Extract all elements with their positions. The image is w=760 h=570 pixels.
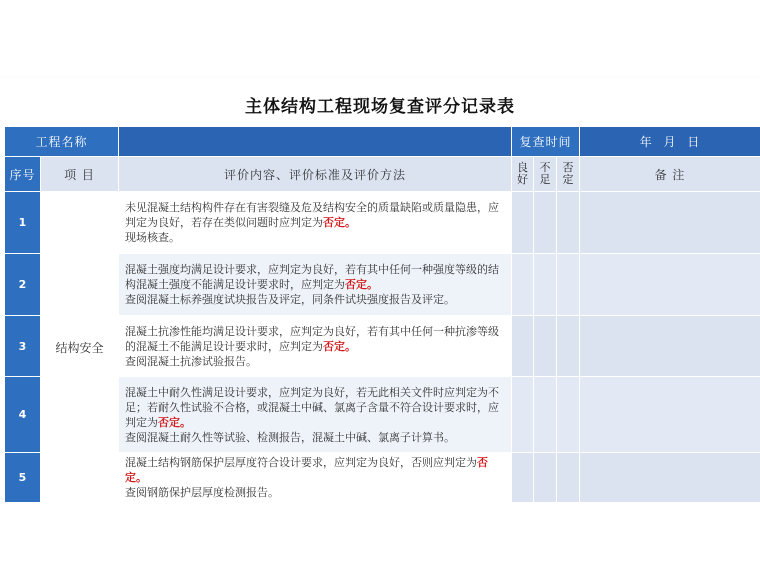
content-text: 查阅混凝土抗渗试验报告。 [125,354,258,368]
content-text: 现场核查。 [125,231,181,244]
col-negative: 否 定 [557,157,580,192]
score-negative[interactable] [557,453,580,503]
col-remarks: 备 注 [580,157,760,192]
row-seq: 4 [5,377,41,453]
row-seq: 1 [5,192,41,254]
col-content: 评价内容、评价标准及评价方法 [119,157,512,192]
project-name-label: 工程名称 [5,127,119,157]
row-remarks[interactable] [580,192,760,254]
negative-verdict: 否定。 [158,415,192,429]
content-text: 查阅混凝土耐久性等试验、检测报告，混凝土中碱、氯离子计算书。 [125,430,456,444]
col-item: 项 目 [41,157,119,192]
row-seq: 5 [5,453,41,503]
row-seq: 2 [5,254,41,316]
score-negative[interactable] [557,192,580,254]
row-seq: 3 [5,316,41,377]
col-seq: 序号 [5,157,41,192]
row-category: 结构安全 [41,192,119,503]
score-good[interactable] [512,192,534,254]
negative-verdict: 否定。 [323,339,357,353]
col-good: 良 好 [512,157,534,192]
content-text: 查阅钢筋保护层厚度检测报告。 [125,486,280,499]
content-text: 未见混凝土结构构件存在有害裂缝及危及结构安全的质量缺陷或质量隐患，应判定为良好，若存在类似问题时应判定为 [125,201,500,229]
score-insufficient[interactable] [534,453,557,503]
project-name-value[interactable] [119,127,512,157]
content-text: 混凝土结构钢筋保护层厚度符合设计要求，应判定为良好，否则应判定为 [125,456,478,469]
score-insufficient[interactable] [534,192,557,254]
negative-verdict: 否定。 [323,216,357,229]
content-text: 混凝土中耐久性满足设计要求，应判定为良好，若无此相关文件时应判定为不足；若耐久性试验不合格，或混凝土中碱、氯离子含量不符合设计要求时，应判定为 [125,385,500,429]
page-title: 主体结构工程现场复查评分记录表 [245,97,515,117]
col-insufficient: 不 足 [534,157,557,192]
score-good[interactable] [512,453,534,503]
negative-verdict: 否定。 [345,278,379,291]
negative-verdict: 否定。 [125,456,489,484]
content-text: 查阅混凝土标养强度试块报告及评定，同条件试块强度报告及评定。 [125,293,456,306]
row-remarks[interactable] [580,453,760,503]
row-remarks[interactable] [580,377,760,453]
content-text: 混凝土强度均满足设计要求，应判定为良好，若有其中任何一种强度等级的结构混凝土强度不能满足设计要求时，应判定为 [125,263,500,291]
recheck-time-label: 复查时间 [512,127,580,157]
content-text: 混凝土抗渗性能均满足设计要求，应判定为良好，若有其中任何一种抗渗等级的混凝土不能满足设计要求时，应判定为 [125,324,500,353]
date-fields[interactable]: 年 月 日 [580,127,760,157]
row-remarks[interactable] [580,254,760,316]
score-negative[interactable] [557,254,580,316]
